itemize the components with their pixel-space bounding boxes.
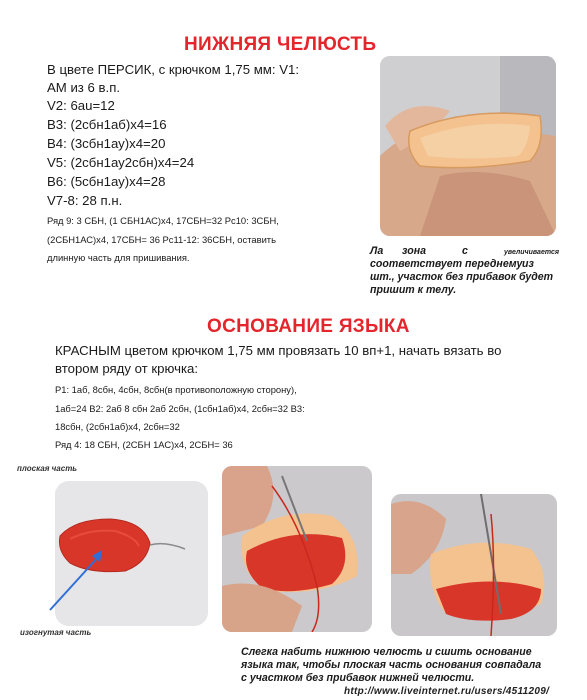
instruction-small-line: 18сбн, (2сбн1аб)х4, 2сбн=32 — [55, 421, 180, 432]
label-flat-part: плоская часть — [17, 464, 78, 473]
instruction-line: КРАСНЫМ цветом крючком 1,75 мм провязать 10 вп+1, начать вязать во — [55, 343, 502, 358]
section-title-tongue-base: ОСНОВАНИЕ ЯЗЫКА — [207, 316, 410, 337]
instruction-line: АМ из 6 в.п. — [47, 80, 120, 95]
section-title-lower-jaw: НИЖНЯЯ ЧЕЛЮСТЬ — [184, 34, 377, 55]
caption-part: увеличивается — [504, 249, 559, 256]
caption-line: с участком без прибавок нижней челюсти. — [241, 672, 475, 684]
instruction-line: В3: (2сбн1аб)х4=16 — [47, 117, 167, 132]
caption-part: соответствует переднему — [370, 258, 523, 270]
photo-lower-jaw — [380, 56, 556, 236]
photo-sewing-1 — [222, 466, 372, 632]
instruction-small-line: длинную часть для пришивания. — [47, 252, 190, 263]
instruction-line: В4: (3сбн1ау)х4=20 — [47, 136, 166, 151]
instruction-small-line: 1аб=24 В2: 2аб 8 сбн 2аб 2сбн, (1сбн1аб)х4, 2сбн=32 В3: — [55, 403, 305, 414]
instruction-small-line: Р1: 1аб, 8сбн, 4сбн, 8сбн(в противоположную сторону), — [55, 384, 297, 395]
instruction-small-line: (2СБН1АС)х4, 17СБН= 36 Рс11-12: 36СБН, оставить — [47, 234, 276, 245]
instruction-line: В6: (5сбн1ау)х4=28 — [47, 174, 166, 189]
caption-line: пришит к телу. — [370, 284, 457, 296]
watermark-url: http://www.liveinternet.ru/users/4511209/ — [344, 686, 550, 697]
caption-line: языка так, чтобы плоская часть основания совпадала — [241, 659, 542, 671]
caption-part: с — [462, 245, 468, 257]
label-curved-part: изогнутая часть — [20, 628, 92, 637]
instruction-line: V2: 6au=12 — [47, 98, 115, 113]
instruction-line: V5: (2сбн1ау2сбн)х4=24 — [47, 155, 195, 170]
caption-part: зона — [402, 245, 427, 257]
caption-line: Слегка набить нижнюю челюсть и сшить основание — [241, 646, 532, 658]
caption-line: шт., участок без прибавок будет — [370, 271, 554, 283]
instruction-line: втором ряду от крючка: — [55, 361, 199, 376]
instruction-line: V7-8: 28 п.н. — [47, 193, 123, 208]
instruction-small-line: Ряд 4: 18 СБН, (2СБН 1АС)х4, 2СБН= 36 — [55, 439, 233, 450]
instruction-small-line: Ряд 9: 3 СБН, (1 СБН1АС)х4, 17СБН=32 Рс10: 3СБН, — [47, 215, 279, 226]
arrow-icon — [40, 540, 120, 620]
caption-part: из — [522, 258, 534, 270]
caption-part: Ла — [370, 245, 384, 257]
photo-sewing-2 — [391, 494, 557, 636]
instruction-line: В цвете ПЕРСИК, с крючком 1,75 мм: V1: — [47, 62, 299, 77]
